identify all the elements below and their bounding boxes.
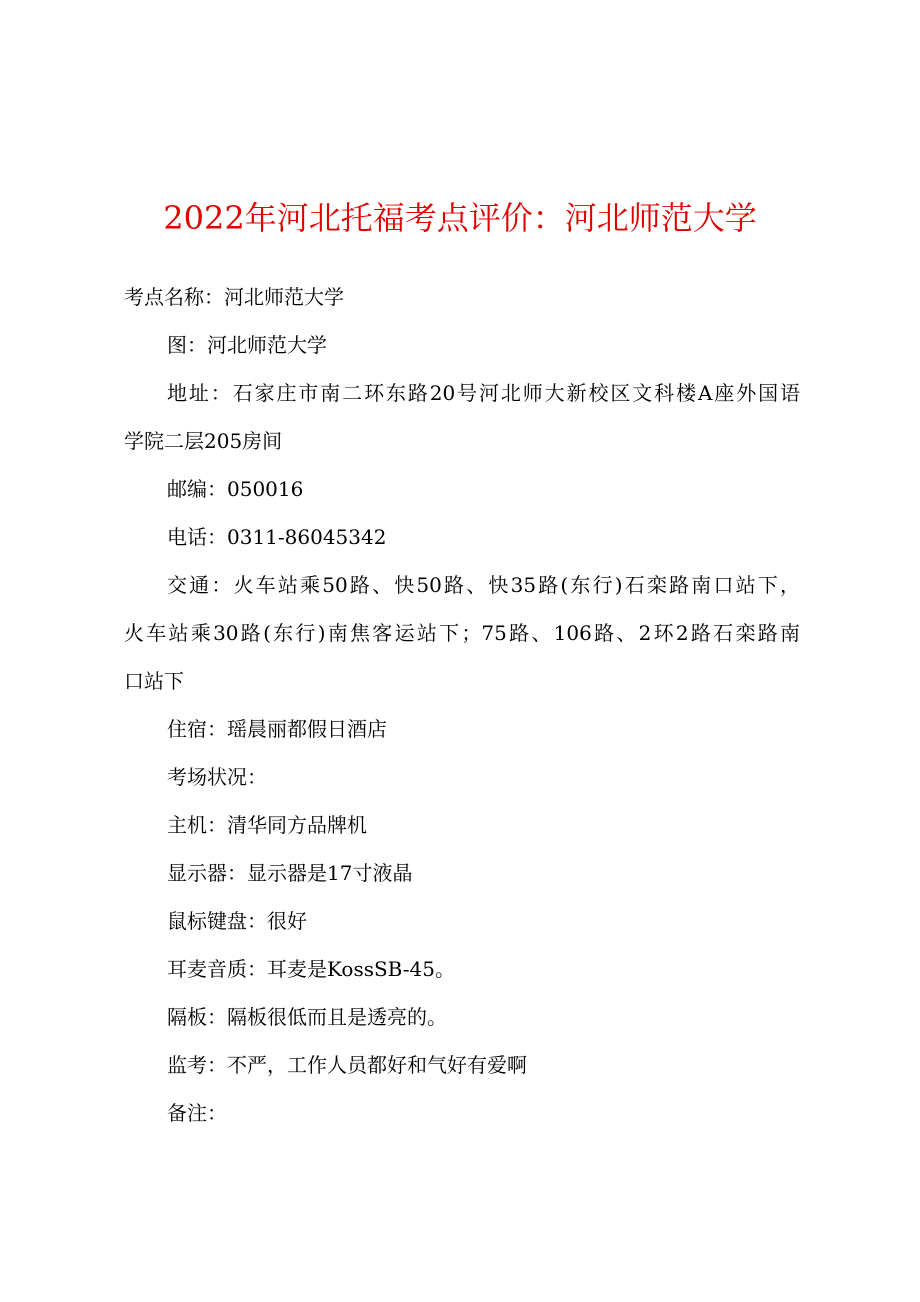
monitor: 显示器：显示器是17寸液晶 — [167, 861, 413, 885]
accommodation: 住宿：瑶晨丽都假日酒店 — [167, 717, 387, 741]
address-line-2: 学院二层205房间 — [124, 429, 283, 453]
postal-code: 邮编：050016 — [167, 477, 304, 501]
address-line-1: 地址：石家庄市南二环东路20号河北师大新校区文科楼A座外国语 — [167, 381, 800, 405]
proctoring: 监考：不严，工作人员都好和气好有爱啊 — [167, 1053, 527, 1077]
transport-line-2: 火车站乘30路(东行)南焦客运站下；75路、106路、2环2路石栾路南 — [124, 621, 800, 645]
partition: 隔板：隔板很低而且是透亮的。 — [167, 1005, 447, 1029]
exam-center-name: 考点名称：河北师范大学 — [124, 285, 344, 309]
transport-line-3: 口站下 — [124, 669, 184, 693]
phone: 电话：0311-86045342 — [167, 525, 387, 549]
document-body — [124, 273, 800, 1137]
remarks: 备注： — [167, 1101, 227, 1125]
transport-line-1: 交通：火车站乘50路、快50路、快35路(东行)石栾路南口站下， — [167, 573, 800, 597]
document-title: 2022年河北托福考点评价：河北师范大学 — [163, 199, 757, 237]
picture-caption: 图：河北师范大学 — [167, 333, 327, 357]
headset-quality: 耳麦音质：耳麦是KossSB-45。 — [167, 957, 455, 981]
host-computer: 主机：清华同方品牌机 — [167, 813, 367, 837]
mouse-keyboard: 鼠标键盘：很好 — [167, 909, 307, 933]
exam-room-status: 考场状况： — [167, 765, 267, 789]
